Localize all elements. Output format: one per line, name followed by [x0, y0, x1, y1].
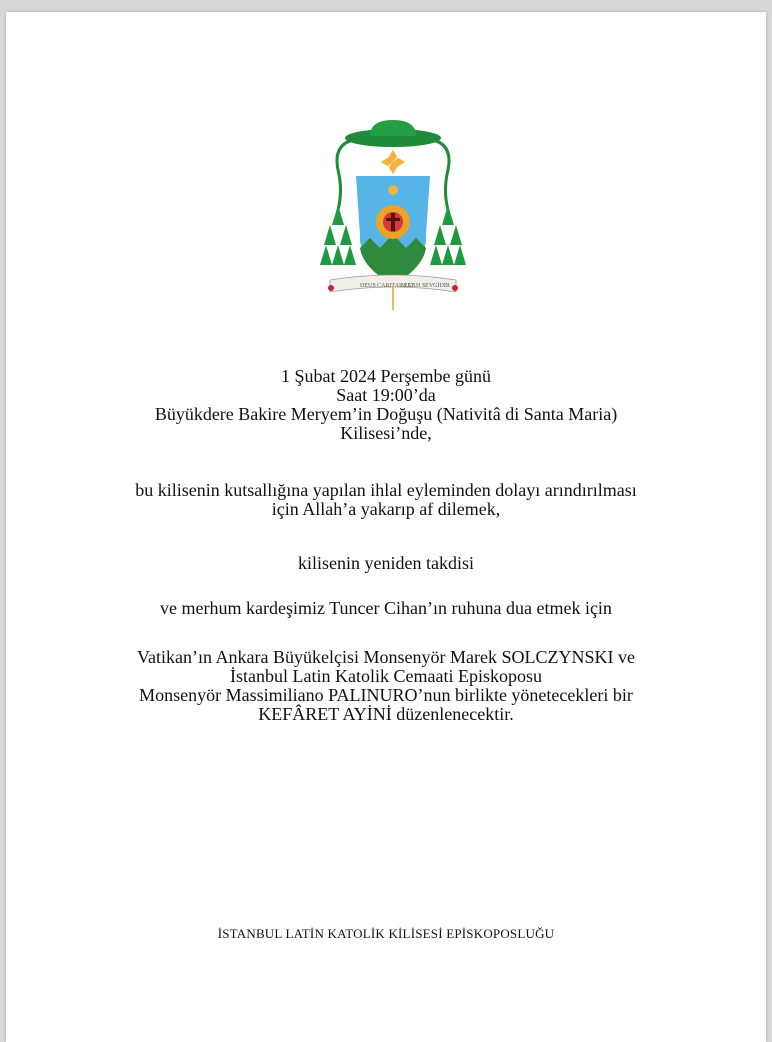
time-line: Saat 19:00’da: [336, 385, 436, 405]
coat-of-arms-logo: [318, 110, 468, 315]
consecration-line: kilisenin yeniden takdisi: [298, 553, 474, 573]
church-line-2: Kilisesi’nde,: [340, 423, 432, 443]
church-line: Büyükdere Bakire Meryem’in Doğuşu (Nativitâ di Santa Maria): [154, 404, 618, 424]
prayer-line: ve merhum kardeşimiz Tuncer Cihan’ın ruhuna dua etmek için: [160, 598, 612, 618]
date-line: 1 Şubat 2024 Perşembe günü: [281, 366, 491, 386]
celebrants-line-2: İstanbul Latin Katolik Cemaati Episkoposu: [230, 666, 542, 686]
celebrants-line-4: KEFÂRET AYİNİ düzenlenecektir.: [258, 704, 514, 724]
purpose-line-1: bu kilisenin kutsallığına yapılan ihlal eyleminden dolayı arındırılması: [135, 480, 637, 500]
document-page: [6, 12, 766, 1042]
purpose-line-2: için Allah’a yakarıp af dilemek,: [271, 499, 501, 519]
footer-signature: İSTANBUL LATİN KATOLİK KİLİSESİ EPİSKOPOSLUĞU: [217, 926, 555, 941]
motto-right: ALLAH SEVGİDİR: [400, 283, 450, 289]
celebrants-line-3: Monsenyör Massimiliano PALINURO’nun birlikte yönetecekleri bir: [139, 685, 633, 705]
motto-left: DEUS CARITAS EST: [360, 283, 415, 289]
celebrants-line-1: Vatikan’ın Ankara Büyükelçisi Monsenyör Marek SOLCZYNSKI ve: [137, 647, 635, 667]
